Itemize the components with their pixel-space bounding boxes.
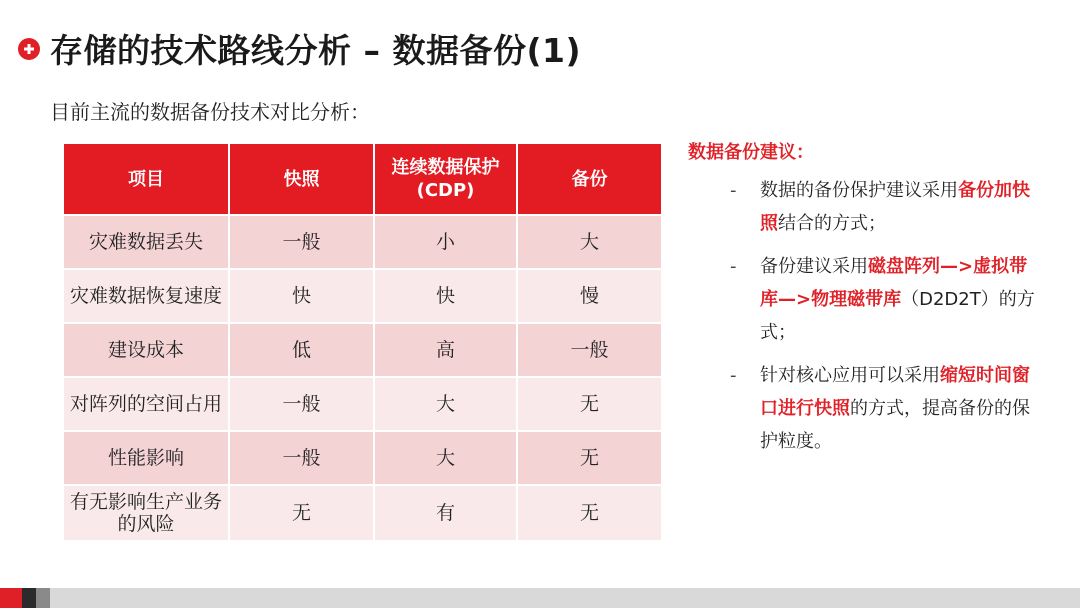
table-cell: 一般	[229, 431, 374, 485]
table-cell: 无	[229, 485, 374, 541]
footer-accent-gray	[36, 588, 50, 608]
column-header-item: 项目	[63, 143, 229, 215]
column-header-cdp-line1: 连续数据保护	[391, 157, 500, 178]
column-header-backup: 备份	[517, 143, 662, 215]
table-row	[63, 377, 662, 431]
table-cell: 一般	[229, 215, 374, 269]
table-row	[63, 323, 662, 377]
footer-accent-red	[0, 588, 22, 608]
table-cell: 灾难数据丢失	[63, 215, 229, 269]
table-cell: 一般	[517, 323, 662, 377]
dash-bullet-icon: -	[730, 365, 737, 386]
footer-bar	[0, 588, 1080, 608]
table-cell: 有	[374, 485, 517, 541]
table-cell: 小	[374, 215, 517, 269]
column-header-snapshot: 快照	[229, 143, 374, 215]
table-row	[63, 485, 662, 541]
recommendation-panel	[688, 138, 1038, 468]
bullet-highlight: 缩短时间窗口进行快照	[760, 365, 1030, 419]
bullet-text: 数据的备份保护建议采用	[760, 180, 958, 201]
table-cell: 大	[374, 431, 517, 485]
table-cell: 无	[517, 377, 662, 431]
list-item	[688, 174, 1038, 240]
table-cell: 快	[229, 269, 374, 323]
table-cell: 对阵列的空间占用	[63, 377, 229, 431]
list-item	[688, 250, 1038, 349]
footer-accent-dark	[22, 588, 36, 608]
table-row	[63, 431, 662, 485]
column-header-cdp	[374, 143, 517, 215]
table-header-row	[63, 143, 662, 215]
table-cell: 一般	[229, 377, 374, 431]
bullet-text: 针对核心应用可以采用	[760, 365, 940, 386]
table-cell: 快	[374, 269, 517, 323]
page-title: 存储的技术路线分析 – 数据备份(1)	[50, 31, 582, 70]
table-cell: 大	[374, 377, 517, 431]
table-cell: 建设成本	[63, 323, 229, 377]
table-cell: 低	[229, 323, 374, 377]
bullet-highlight: 备份加快照	[760, 180, 1030, 234]
recommendation-list	[688, 174, 1038, 458]
table-row	[63, 215, 662, 269]
plus-circle-icon	[18, 38, 40, 60]
table-cell: 灾难数据恢复速度	[63, 269, 229, 323]
table-row	[63, 269, 662, 323]
table-cell: 有无影响生产业务的风险	[63, 485, 229, 541]
table-cell: 高	[374, 323, 517, 377]
table-cell: 慢	[517, 269, 662, 323]
column-header-cdp-line2: (CDP)	[416, 180, 475, 201]
dash-bullet-icon: -	[730, 256, 737, 277]
bullet-highlight: 磁盘阵列—>虚拟带库—>物理磁带库	[760, 256, 1028, 310]
page-subtitle: 目前主流的数据备份技术对比分析：	[50, 100, 370, 124]
list-item	[688, 359, 1038, 458]
comparison-table	[62, 142, 663, 542]
bullet-text: 结合的方式；	[778, 213, 886, 234]
bullet-text: （D2D2T）的方式；	[760, 289, 1035, 343]
dash-bullet-icon: -	[730, 180, 737, 201]
bullet-text: 备份建议采用	[760, 256, 868, 277]
recommendation-title: 数据备份建议：	[688, 142, 814, 163]
bullet-text: 的方式，提高备份的保护粒度。	[760, 398, 1030, 452]
table-cell: 无	[517, 485, 662, 541]
table-cell: 性能影响	[63, 431, 229, 485]
table-cell: 无	[517, 431, 662, 485]
table-cell: 大	[517, 215, 662, 269]
